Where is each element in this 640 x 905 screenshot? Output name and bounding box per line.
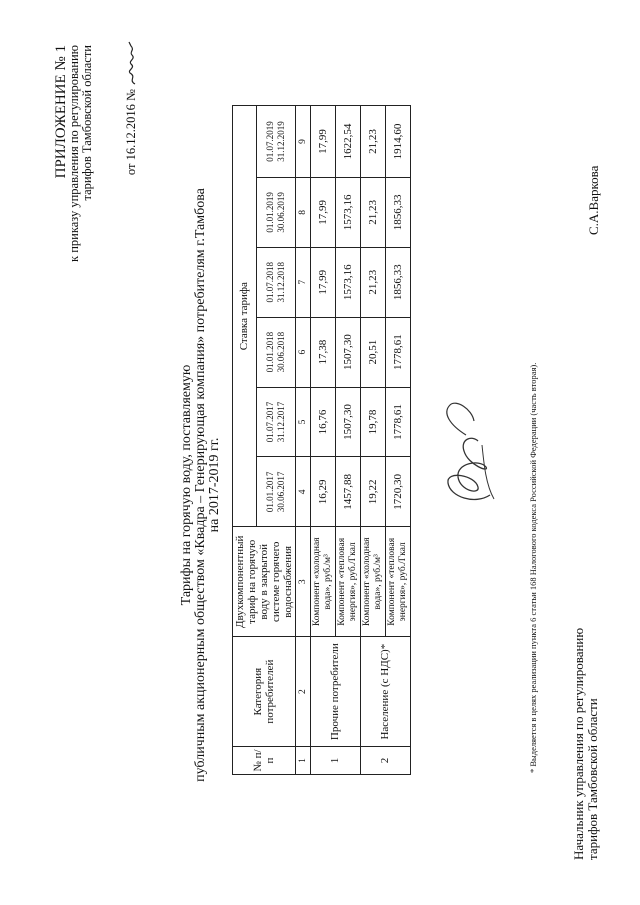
table-row — [311, 106, 336, 775]
rate-cell: 20,51 — [361, 317, 386, 387]
row-component: Компонент «тепловая энергия», руб./Гкал — [336, 527, 361, 637]
rate-cell: 17,38 — [311, 317, 336, 387]
col-header-tariff: Двухкомпонентный тариф на горячую воду в закрытой системе горячего водоснабжения — [233, 527, 296, 637]
period-header: 01.07.2018 31.12.2018 — [256, 247, 295, 317]
title-line-3: на 2017-2019 гг. — [207, 437, 222, 533]
rate-cell: 1720,30 — [386, 457, 411, 527]
row-number: 2 — [361, 747, 411, 775]
rate-cell: 19,22 — [361, 457, 386, 527]
rate-cell: 21,23 — [361, 106, 386, 178]
rate-cell: 1573,16 — [336, 177, 361, 247]
official-line-2: тарифов Тамбовской области — [585, 698, 600, 860]
rate-cell: 1573,16 — [336, 247, 361, 317]
appendix-header — [55, 45, 94, 345]
column-number: 7 — [296, 247, 311, 317]
title-line-1: Тарифы на горячую воду, поставляемую — [179, 364, 194, 606]
rate-cell: 1914,60 — [386, 106, 411, 178]
period-header: 01.01.2017 30.06.2017 — [256, 457, 295, 527]
column-number-row — [296, 106, 311, 775]
handwritten-order-number — [126, 40, 138, 86]
rate-cell: 17,99 — [311, 247, 336, 317]
row-component: Компонент «холодная вода», руб./м³ — [311, 527, 336, 637]
title-line-2: публичным акционерным обществом «Квадра – Генерирующая компания» потребителям г.Тамбова — [193, 188, 208, 782]
rate-cell: 17,99 — [311, 177, 336, 247]
appendix-line-1: к приказу управления по регулированию — [67, 45, 81, 262]
period-header: 01.07.2019 31.12.2019 — [256, 106, 295, 178]
row-component: Компонент «холодная вода», руб./м³ — [361, 527, 386, 637]
footnote: * Выделяется в целях реализации пункта 6 статьи 168 Налогового кодекса Российской Федерации (часть вторая). — [528, 362, 538, 773]
rate-cell: 21,23 — [361, 177, 386, 247]
period-header: 01.07.2017 31.12.2017 — [256, 387, 295, 457]
order-prefix: от 16.12.2016 № — [124, 89, 138, 176]
official-title — [572, 628, 600, 860]
rate-cell: 1457,88 — [336, 457, 361, 527]
row-number: 1 — [311, 747, 361, 775]
rate-cell: 1856,33 — [386, 247, 411, 317]
column-number: 1 — [296, 747, 311, 775]
order-line — [124, 40, 139, 175]
table-row — [361, 106, 386, 775]
rate-cell: 1856,33 — [386, 177, 411, 247]
rate-cell: 1778,61 — [386, 387, 411, 457]
appendix-title: ПРИЛОЖЕНИЕ № 1 — [53, 45, 69, 179]
rate-cell: 19,78 — [361, 387, 386, 457]
handwritten-signature — [420, 385, 510, 525]
column-number: 9 — [296, 106, 311, 178]
rate-cell: 1507,30 — [336, 387, 361, 457]
tariff-table — [232, 105, 411, 775]
rate-cell: 16,76 — [311, 387, 336, 457]
column-number: 6 — [296, 317, 311, 387]
rate-cell: 1507,30 — [336, 317, 361, 387]
column-number: 8 — [296, 177, 311, 247]
col-header-rate: Ставка тарифа — [233, 106, 257, 527]
column-number: 2 — [296, 637, 311, 747]
rate-cell: 1622,54 — [336, 106, 361, 178]
column-number: 4 — [296, 457, 311, 527]
row-category: Прочие потребители — [311, 637, 361, 747]
row-component: Компонент «тепловая энергия», руб./Гкал — [386, 527, 411, 637]
col-header-number: № п/п — [233, 747, 296, 775]
signer-name: С.А.Варкова — [586, 165, 601, 235]
period-header: 01.01.2019 30.06.2019 — [256, 177, 295, 247]
official-line-1: Начальник управления по регулированию — [571, 627, 586, 860]
col-header-category: Категория потребителей — [233, 637, 296, 747]
period-header: 01.01.2018 30.06.2018 — [256, 317, 295, 387]
row-category: Население (с НДС)* — [361, 637, 411, 747]
column-number: 5 — [296, 387, 311, 457]
table-header-row — [233, 106, 257, 775]
rate-cell: 1778,61 — [386, 317, 411, 387]
rate-cell: 21,23 — [361, 247, 386, 317]
document-title — [180, 105, 222, 865]
appendix-line-2: тарифов Тамбовской области — [80, 45, 94, 201]
rate-cell: 17,99 — [311, 106, 336, 178]
column-number: 3 — [296, 527, 311, 637]
rate-cell: 16,29 — [311, 457, 336, 527]
